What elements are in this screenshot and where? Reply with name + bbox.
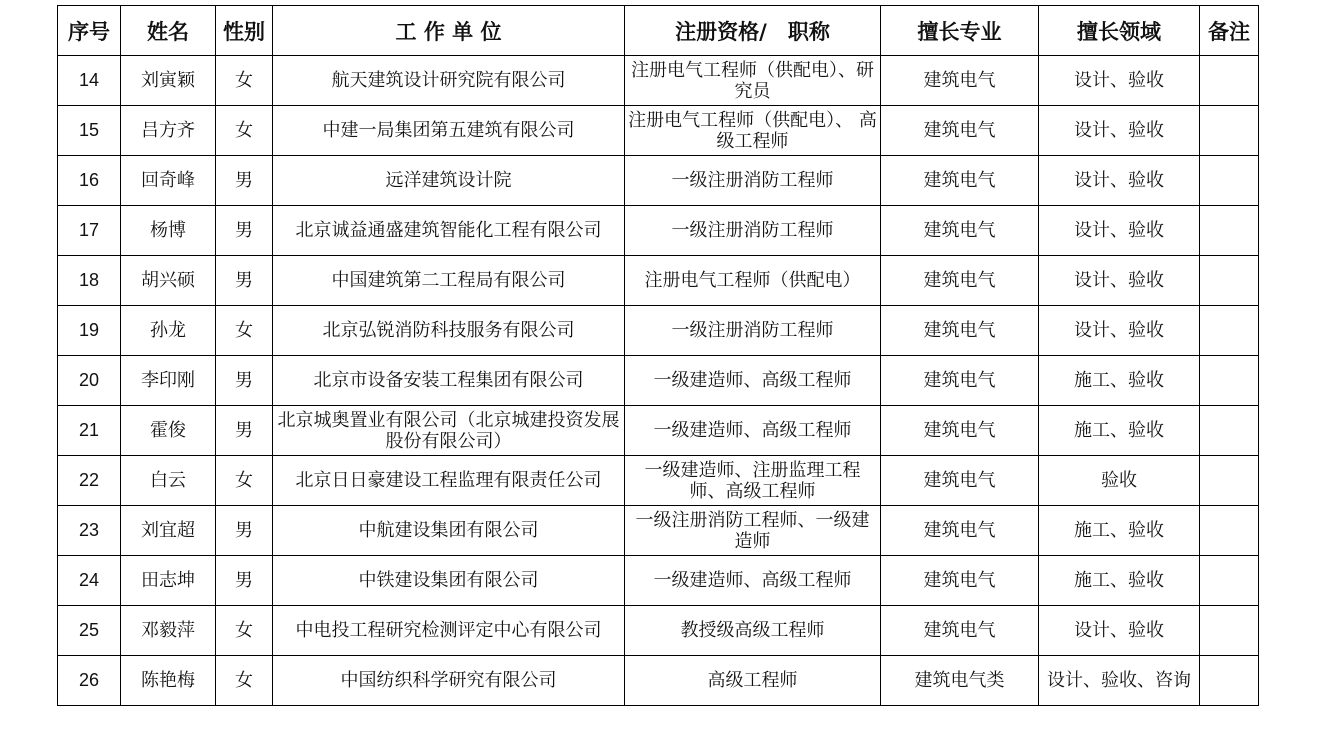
- table-row: [58, 356, 1259, 406]
- table-header: [58, 6, 1259, 56]
- cell-name: 邓毅萍: [121, 606, 216, 656]
- header-gender: 性别: [216, 6, 273, 56]
- cell-company: 北京市设备安装工程集团有限公司: [273, 356, 625, 406]
- table-row: [58, 556, 1259, 606]
- cell-seq: 15: [58, 106, 121, 156]
- cell-specialty: 建筑电气: [881, 506, 1039, 556]
- cell-remarks: [1200, 206, 1259, 256]
- cell-seq: 22: [58, 456, 121, 506]
- cell-company: 中电投工程研究检测评定中心有限公司: [273, 606, 625, 656]
- cell-company: 中航建设集团有限公司: [273, 506, 625, 556]
- cell-qualification: 一级建造师、高级工程师: [625, 406, 881, 456]
- cell-specialty: 建筑电气类: [881, 656, 1039, 706]
- table-row: [58, 56, 1259, 106]
- cell-specialty: 建筑电气: [881, 306, 1039, 356]
- cell-seq: 19: [58, 306, 121, 356]
- cell-qualification: 一级注册消防工程师、一级建造师: [625, 506, 881, 556]
- cell-qualification: 一级建造师、高级工程师: [625, 356, 881, 406]
- cell-gender: 女: [216, 656, 273, 706]
- expert-roster-table: [57, 5, 1259, 706]
- cell-gender: 女: [216, 456, 273, 506]
- cell-specialty: 建筑电气: [881, 156, 1039, 206]
- cell-name: 白云: [121, 456, 216, 506]
- cell-company: 北京诚益通盛建筑智能化工程有限公司: [273, 206, 625, 256]
- cell-remarks: [1200, 456, 1259, 506]
- cell-qualification: 注册电气工程师（供配电）、 高级工程师: [625, 106, 881, 156]
- cell-gender: 女: [216, 606, 273, 656]
- cell-specialty: 建筑电气: [881, 406, 1039, 456]
- header-name: 姓名: [121, 6, 216, 56]
- cell-company: 北京日日豪建设工程监理有限责任公司: [273, 456, 625, 506]
- cell-gender: 女: [216, 56, 273, 106]
- cell-gender: 男: [216, 256, 273, 306]
- header-qualification: 注册资格/ 职称: [625, 6, 881, 56]
- cell-qualification: 一级注册消防工程师: [625, 206, 881, 256]
- cell-name: 霍俊: [121, 406, 216, 456]
- cell-seq: 26: [58, 656, 121, 706]
- cell-name: 田志坤: [121, 556, 216, 606]
- table-row: [58, 456, 1259, 506]
- table-row: [58, 256, 1259, 306]
- table-row: [58, 656, 1259, 706]
- cell-name: 回奇峰: [121, 156, 216, 206]
- cell-qualification: 高级工程师: [625, 656, 881, 706]
- cell-gender: 女: [216, 106, 273, 156]
- cell-gender: 男: [216, 556, 273, 606]
- cell-remarks: [1200, 56, 1259, 106]
- cell-name: 杨博: [121, 206, 216, 256]
- cell-specialty: 建筑电气: [881, 56, 1039, 106]
- table-row: [58, 506, 1259, 556]
- cell-gender: 男: [216, 206, 273, 256]
- cell-qualification: 一级注册消防工程师: [625, 306, 881, 356]
- cell-field: 设计、验收、咨询: [1039, 656, 1200, 706]
- cell-seq: 14: [58, 56, 121, 106]
- cell-field: 验收: [1039, 456, 1200, 506]
- table-row: [58, 306, 1259, 356]
- cell-field: 设计、验收: [1039, 56, 1200, 106]
- cell-specialty: 建筑电气: [881, 556, 1039, 606]
- cell-seq: 25: [58, 606, 121, 656]
- header-seq: 序号: [58, 6, 121, 56]
- cell-name: 李印刚: [121, 356, 216, 406]
- cell-seq: 18: [58, 256, 121, 306]
- cell-qualification: 教授级高级工程师: [625, 606, 881, 656]
- cell-field: 设计、验收: [1039, 306, 1200, 356]
- table-row: [58, 406, 1259, 456]
- cell-field: 施工、验收: [1039, 506, 1200, 556]
- cell-name: 吕方齐: [121, 106, 216, 156]
- cell-name: 刘寅颖: [121, 56, 216, 106]
- cell-field: 设计、验收: [1039, 106, 1200, 156]
- cell-field: 施工、验收: [1039, 556, 1200, 606]
- cell-specialty: 建筑电气: [881, 606, 1039, 656]
- cell-seq: 21: [58, 406, 121, 456]
- cell-field: 施工、验收: [1039, 406, 1200, 456]
- cell-company: 远洋建筑设计院: [273, 156, 625, 206]
- cell-specialty: 建筑电气: [881, 456, 1039, 506]
- cell-gender: 男: [216, 406, 273, 456]
- cell-gender: 男: [216, 156, 273, 206]
- cell-seq: 16: [58, 156, 121, 206]
- cell-qualification: 注册电气工程师（供配电）: [625, 256, 881, 306]
- cell-remarks: [1200, 156, 1259, 206]
- cell-gender: 男: [216, 506, 273, 556]
- header-row: [58, 6, 1259, 56]
- cell-company: 中铁建设集团有限公司: [273, 556, 625, 606]
- cell-company: 北京弘锐消防科技服务有限公司: [273, 306, 625, 356]
- cell-company: 北京城奥置业有限公司（北京城建投资发展股份有限公司）: [273, 406, 625, 456]
- table-row: [58, 156, 1259, 206]
- cell-remarks: [1200, 606, 1259, 656]
- cell-remarks: [1200, 106, 1259, 156]
- cell-field: 设计、验收: [1039, 256, 1200, 306]
- cell-field: 设计、验收: [1039, 606, 1200, 656]
- cell-remarks: [1200, 556, 1259, 606]
- cell-qualification: 一级建造师、高级工程师: [625, 556, 881, 606]
- table-row: [58, 206, 1259, 256]
- cell-gender: 女: [216, 306, 273, 356]
- cell-field: 设计、验收: [1039, 206, 1200, 256]
- cell-specialty: 建筑电气: [881, 356, 1039, 406]
- cell-seq: 20: [58, 356, 121, 406]
- cell-company: 中国纺织科学研究有限公司: [273, 656, 625, 706]
- cell-field: 设计、验收: [1039, 156, 1200, 206]
- header-field: 擅长领域: [1039, 6, 1200, 56]
- cell-company: 中国建筑第二工程局有限公司: [273, 256, 625, 306]
- cell-remarks: [1200, 256, 1259, 306]
- cell-name: 刘宜超: [121, 506, 216, 556]
- cell-name: 胡兴硕: [121, 256, 216, 306]
- cell-qualification: 一级注册消防工程师: [625, 156, 881, 206]
- cell-specialty: 建筑电气: [881, 256, 1039, 306]
- cell-gender: 男: [216, 356, 273, 406]
- cell-remarks: [1200, 406, 1259, 456]
- cell-remarks: [1200, 306, 1259, 356]
- table-row: [58, 106, 1259, 156]
- cell-qualification: 注册电气工程师（供配电）、研究员: [625, 56, 881, 106]
- cell-seq: 17: [58, 206, 121, 256]
- cell-company: 航天建筑设计研究院有限公司: [273, 56, 625, 106]
- cell-company: 中建一局集团第五建筑有限公司: [273, 106, 625, 156]
- cell-specialty: 建筑电气: [881, 206, 1039, 256]
- table-row: [58, 606, 1259, 656]
- cell-remarks: [1200, 356, 1259, 406]
- cell-seq: 24: [58, 556, 121, 606]
- cell-qualification: 一级建造师、注册监理工程师、高级工程师: [625, 456, 881, 506]
- cell-name: 陈艳梅: [121, 656, 216, 706]
- cell-specialty: 建筑电气: [881, 106, 1039, 156]
- header-remarks: 备注: [1200, 6, 1259, 56]
- cell-seq: 23: [58, 506, 121, 556]
- cell-remarks: [1200, 506, 1259, 556]
- header-company: 工 作 单 位: [273, 6, 625, 56]
- table-body: [58, 56, 1259, 706]
- cell-field: 施工、验收: [1039, 356, 1200, 406]
- header-specialty: 擅长专业: [881, 6, 1039, 56]
- cell-name: 孙龙: [121, 306, 216, 356]
- cell-remarks: [1200, 656, 1259, 706]
